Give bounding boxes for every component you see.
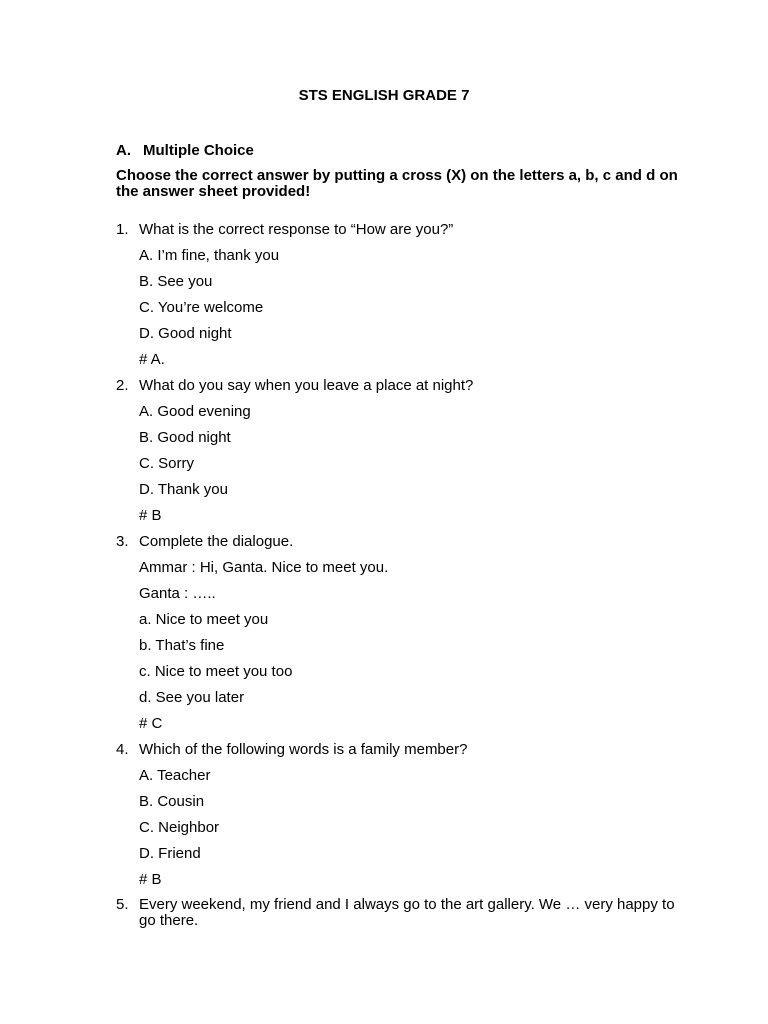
answer-key: # B	[139, 871, 162, 888]
section-instruction: Choose the correct answer by putting a cross (X) on the letters a, b, c and d on the answer sheet provided!	[116, 167, 678, 200]
question-item	[116, 377, 676, 533]
option-line: c. Nice to meet you too	[139, 663, 293, 680]
question-number: 3.	[116, 533, 129, 550]
option-line: C. Sorry	[139, 455, 195, 472]
question-number: 4.	[116, 741, 129, 758]
question-stem	[116, 533, 676, 559]
section-letter: A.	[116, 142, 131, 159]
document-title: STS ENGLISH GRADE 7	[298, 87, 470, 104]
question-item	[116, 741, 676, 897]
question-list	[116, 221, 676, 929]
question-stem	[116, 221, 676, 247]
option-line: Ammar : Hi, Ganta. Nice to meet you.	[139, 559, 389, 576]
question-number: 1.	[116, 221, 129, 238]
option-line: A. Teacher	[139, 767, 211, 784]
option-line: C. You’re welcome	[139, 299, 264, 316]
question-number: 5.	[116, 896, 129, 913]
question-text: Every weekend, my friend and I always go to the art gallery. We … very happy to go there.	[139, 896, 675, 929]
option-line: D. Good night	[139, 325, 232, 342]
question-item	[116, 533, 676, 741]
question-stem	[116, 741, 676, 767]
option-line: A. I’m fine, thank you	[139, 247, 280, 264]
question-item	[116, 221, 676, 377]
question-text: Complete the dialogue.	[139, 533, 294, 550]
option-line: d. See you later	[139, 689, 245, 706]
answer-key: # C	[139, 715, 163, 732]
question-text: What is the correct response to “How are you?”	[139, 221, 454, 238]
option-line: A. Good evening	[139, 403, 251, 420]
question-stem	[116, 897, 676, 929]
section-label: Multiple Choice	[143, 142, 254, 159]
option-line: B. See you	[139, 273, 213, 290]
option-line: Ganta : …..	[139, 585, 216, 602]
section-heading	[116, 142, 254, 160]
option-line: D. Thank you	[139, 481, 228, 498]
question-number: 2.	[116, 377, 129, 394]
answer-key: # A.	[139, 351, 165, 368]
option-line: b. That’s fine	[139, 637, 225, 654]
option-line: a. Nice to meet you	[139, 611, 269, 628]
option-line: D. Friend	[139, 845, 201, 862]
question-item	[116, 897, 676, 929]
option-line: B. Cousin	[139, 793, 205, 810]
question-text: What do you say when you leave a place at night?	[139, 377, 474, 394]
option-line: B. Good night	[139, 429, 231, 446]
answer-key: # B	[139, 507, 162, 524]
question-stem	[116, 377, 676, 403]
question-text: Which of the following words is a family member?	[139, 741, 468, 758]
option-line: C. Neighbor	[139, 819, 220, 836]
